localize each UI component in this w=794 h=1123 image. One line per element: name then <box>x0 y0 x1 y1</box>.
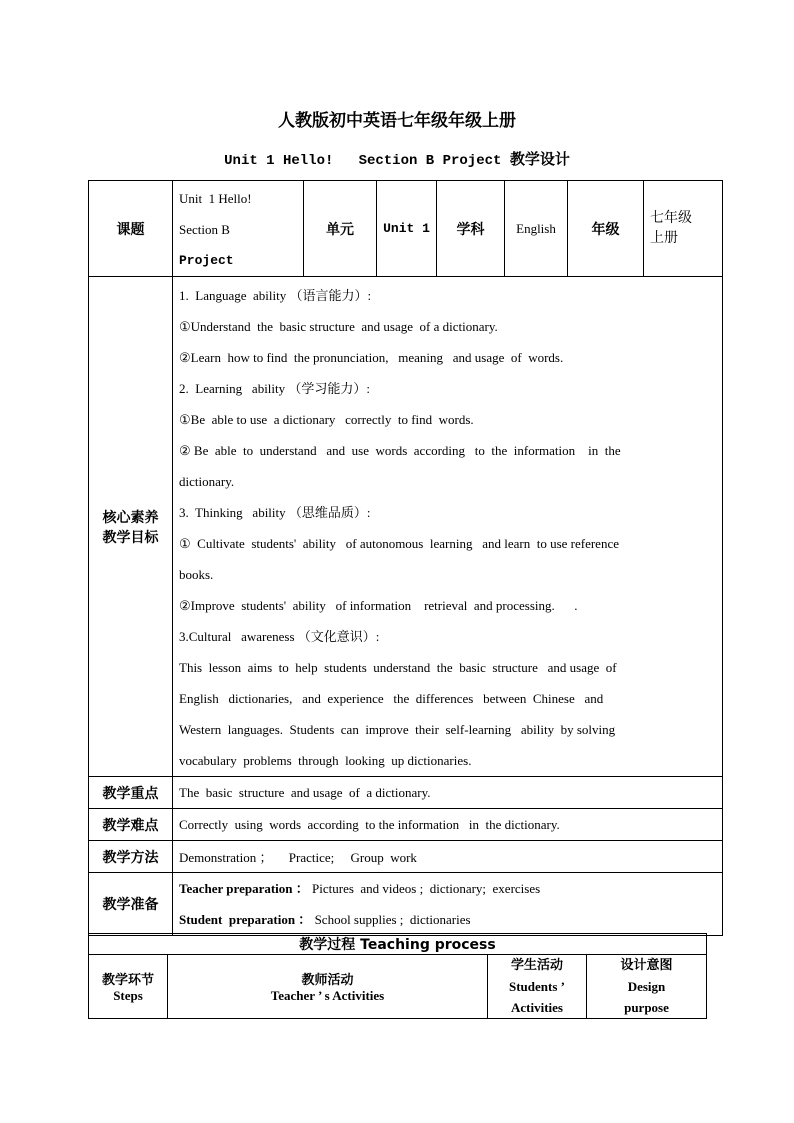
objective-line: 3. Thinking ability （思维品质）: <box>179 505 371 520</box>
objective-line: ①Be able to use a dictionary correctly to find words. <box>179 412 474 427</box>
objective-line: ①Understand the basic structure and usage of a dictionary. <box>179 319 498 334</box>
process-columns-row <box>89 955 707 1019</box>
grade-line: 上册 <box>650 230 678 246</box>
teacher-column-header <box>168 955 488 1019</box>
objective-line: 2. Learning ability （学习能力）: <box>179 381 371 396</box>
student-preparation <box>179 904 716 935</box>
lesson-info-table <box>88 180 723 936</box>
grade-label: 年级 <box>568 181 644 277</box>
teaching-process-table <box>88 933 707 1019</box>
process-header-text: 教学过程 Teaching process <box>299 937 496 953</box>
objective-line: 1. Language ability （语言能力）: <box>179 288 372 303</box>
teacher-header-cn: 教师活动 <box>301 973 354 988</box>
key-points-label: 教学重点 <box>89 777 173 809</box>
teacher-header-en: Teacher ’ s Activities <box>270 988 385 1003</box>
design-header-en-2: purpose <box>624 1000 669 1015</box>
methods-value: Demonstration ； Practice; Group work <box>173 841 723 873</box>
topic-label: 课题 <box>89 181 173 277</box>
topic-value <box>173 181 304 277</box>
subject-label: 学科 <box>437 181 505 277</box>
steps-header-cn: 教学环节 <box>101 973 154 988</box>
objective-line: ②Learn how to find the pronunciation, meaning and usage of words. <box>179 350 564 365</box>
key-points-row <box>89 777 723 809</box>
steps-header-en: Steps <box>113 988 143 1003</box>
objectives-label-line: 教学目标 <box>102 529 159 546</box>
document-title: 人教版初中英语七年级年级上册 <box>278 111 516 131</box>
objective-line: Western languages. Students can improve their self-learning ability by solving <box>179 722 616 737</box>
student-header-en-1: Students ’ <box>509 979 565 994</box>
process-header <box>89 934 707 955</box>
design-column-header <box>587 955 707 1019</box>
topic-line: Section B <box>179 222 230 237</box>
teacher-preparation-label: Teacher preparation ： <box>179 881 309 896</box>
objective-line: dictionary. <box>179 474 235 489</box>
objective-line: This lesson aims to help students understand the basic structure and usage of <box>179 660 617 675</box>
unit-value: Unit 1 <box>377 181 437 277</box>
objectives-label <box>89 277 173 777</box>
document-subtitle <box>0 148 794 169</box>
teacher-preparation-value: Pictures and videos ; dictionary; exercises <box>308 881 541 896</box>
design-header-cn: 设计意图 <box>620 958 673 973</box>
preparation-value <box>173 873 723 936</box>
steps-column-header <box>89 955 168 1019</box>
student-column-header <box>488 955 587 1019</box>
topic-line: Unit 1 Hello! <box>179 191 252 206</box>
unit-label: 单元 <box>304 181 377 277</box>
grade-value <box>644 181 723 277</box>
objective-line: ② Be able to understand and use words according to the information in the <box>179 443 621 458</box>
objective-line: English dictionaries, and experience the differences between Chinese and <box>179 691 604 706</box>
difficulties-row <box>89 809 723 841</box>
student-preparation-value: School supplies ; dictionaries <box>311 912 471 927</box>
process-header-row <box>89 934 707 955</box>
difficulties-value: Correctly using words according to the information in the dictionary. <box>173 809 723 841</box>
subtitle-english: Unit 1 Hello! Section B Project <box>224 153 502 169</box>
objective-line: ① Cultivate students' ability of autonomous learning and learn to use reference <box>179 536 619 551</box>
grade-line: 七年级 <box>650 210 692 226</box>
objective-line: ②Improve students' ability of information retrieval and processing. . <box>179 598 578 613</box>
objective-line: 3.Cultural awareness （文化意识）: <box>179 629 380 644</box>
lesson-basic-row <box>89 181 723 277</box>
student-header-cn: 学生活动 <box>510 958 563 973</box>
key-points-value: The basic structure and usage of a dictionary. <box>173 777 723 809</box>
objective-line: books. <box>179 567 214 582</box>
preparation-row <box>89 873 723 936</box>
student-header-en-2: Activities <box>511 1000 563 1015</box>
objectives-content <box>173 277 723 777</box>
topic-line: Project <box>179 253 234 268</box>
subject-value: English <box>505 181 568 277</box>
subtitle-chinese: 教学设计 <box>509 150 570 168</box>
objective-line: vocabulary problems through looking up dictionaries. <box>179 753 472 768</box>
teacher-preparation <box>179 873 716 904</box>
objectives-row <box>89 277 723 777</box>
objectives-label-line: 核心素养 <box>102 509 159 526</box>
methods-label: 教学方法 <box>89 841 173 873</box>
student-preparation-label: Student preparation ： <box>179 912 312 927</box>
methods-row <box>89 841 723 873</box>
difficulties-label: 教学难点 <box>89 809 173 841</box>
design-header-en-1: Design <box>627 979 666 994</box>
preparation-label: 教学准备 <box>89 873 173 936</box>
